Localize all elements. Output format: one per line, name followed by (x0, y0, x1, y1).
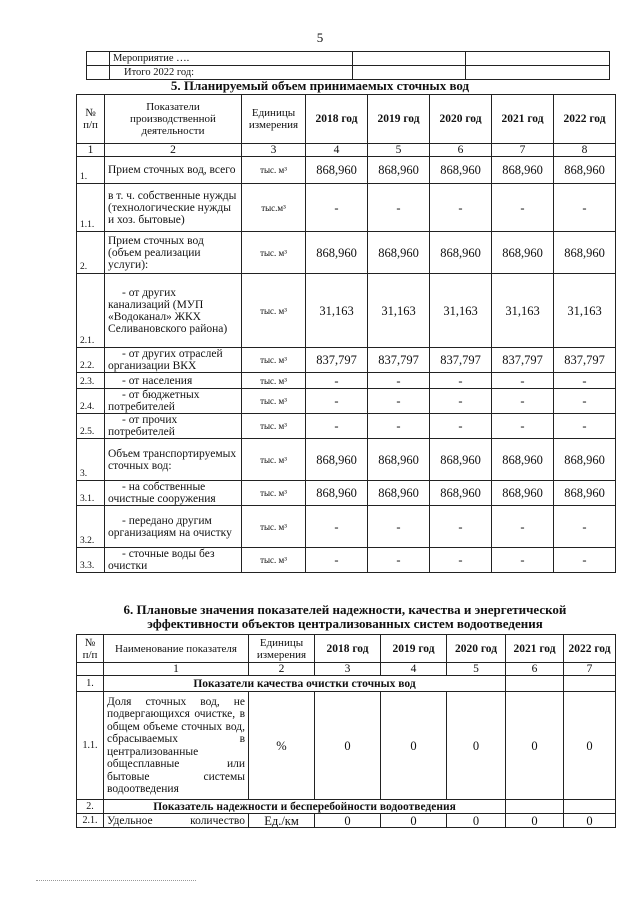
row-value: - (492, 389, 554, 414)
row-num: 2.2. (77, 348, 105, 373)
group-num: 2. (77, 800, 104, 814)
header-year: 2018 год (315, 635, 381, 663)
total-label: Итого 2022 год: (110, 66, 353, 80)
row-value: 868,960 (368, 439, 430, 481)
row-name: - от других канализаций (МУП «Водоканал» ЖКХ Селивановского района) (105, 274, 242, 348)
row-value: - (368, 373, 430, 389)
row-unit: тыс.м³ (242, 184, 306, 232)
row-value: - (492, 184, 554, 232)
row-value: 0 (506, 692, 564, 800)
row-value: 868,960 (554, 481, 616, 506)
header-year: 2018 год (306, 95, 368, 144)
row-name: - от прочих потребителей (105, 414, 242, 439)
group-title: Показатели качества очистки сточных вод (104, 676, 506, 692)
row-num: 2.3. (77, 373, 105, 389)
row-value: 868,960 (368, 481, 430, 506)
header-year: 2021 год (506, 635, 564, 663)
header-unit: Единицы измерения (249, 635, 315, 663)
scan-noise (36, 880, 196, 885)
row-unit: тыс. м³ (242, 548, 306, 573)
row-value: - (306, 506, 368, 548)
index-row: 1 2 3 4 5 6 7 (77, 663, 616, 676)
table-row (77, 232, 616, 274)
row-unit: тыс. м³ (242, 274, 306, 348)
row-value: 868,960 (306, 157, 368, 184)
section5-title: 5. Планируемый объем принимаемых сточных вод (170, 78, 470, 93)
row-value: - (306, 389, 368, 414)
row-value: - (554, 184, 616, 232)
row-value: - (430, 389, 492, 414)
row-value: 0 (381, 814, 447, 828)
table-row (77, 274, 616, 348)
row-value: 31,163 (492, 274, 554, 348)
row-value: - (430, 506, 492, 548)
row-value: 837,797 (430, 348, 492, 373)
group-row (77, 676, 616, 692)
row-value: - (368, 506, 430, 548)
row-value: 837,797 (492, 348, 554, 373)
row-value: 0 (447, 692, 506, 800)
row-num: 2.1. (77, 274, 105, 348)
row-value: 868,960 (306, 481, 368, 506)
row-value: 868,960 (492, 481, 554, 506)
row-value: 868,960 (368, 232, 430, 274)
group-title: Показатель надежности и бесперебойности водоотведения (104, 800, 506, 814)
row-num: 1. (77, 157, 105, 184)
table-row (77, 506, 616, 548)
table-row (77, 692, 616, 800)
row-value: 31,163 (430, 274, 492, 348)
row-num: 2.1. (77, 814, 104, 828)
table-row (77, 548, 616, 573)
row-name: - передано другим организациям на очистку (105, 506, 242, 548)
row-num: 1.1. (77, 692, 104, 800)
row-value: - (492, 548, 554, 573)
row-unit: % (249, 692, 315, 800)
row-name: - от бюджетных потребителей (105, 389, 242, 414)
row-value: 0 (381, 692, 447, 800)
row-name: - от других отраслей организации ВКХ (105, 348, 242, 373)
row-value: - (306, 373, 368, 389)
row-unit: тыс. м³ (242, 481, 306, 506)
row-unit: тыс. м³ (242, 373, 306, 389)
table-header-row (77, 95, 616, 144)
row-name: Прием сточных вод (объем реализации услуги): (105, 232, 242, 274)
row-value: - (554, 506, 616, 548)
table-row (77, 373, 616, 389)
row-name: Объем транспортируемых сточных вод: (105, 439, 242, 481)
row-name: Доля сточных вод, не подвергающихся очистке, в общем объеме сточных вод, сбрасываемых в централизованные общесплавные или бытовые системы водоотведения (104, 692, 249, 800)
reliability-indicators-table (76, 634, 616, 828)
row-num: 2. (77, 232, 105, 274)
row-name: - сточные воды без очистки (105, 548, 242, 573)
table-row (77, 414, 616, 439)
row-value: 868,960 (306, 232, 368, 274)
header-year: 2019 год (381, 635, 447, 663)
row-num: 2.5. (77, 414, 105, 439)
row-unit: тыс. м³ (242, 439, 306, 481)
row-value: 31,163 (554, 274, 616, 348)
header-year: 2022 год (564, 635, 616, 663)
index-row: 1 2 3 4 5 6 7 8 (77, 144, 616, 157)
row-num: 3.3. (77, 548, 105, 573)
row-num: 2.4. (77, 389, 105, 414)
row-unit: тыс. м³ (242, 389, 306, 414)
header-indicator: Показатели производственной деятельности (105, 95, 242, 144)
row-value: - (368, 184, 430, 232)
header-num: № п/п (77, 95, 105, 144)
header-indicator: Наименование показателя (104, 635, 249, 663)
header-year: 2020 год (447, 635, 506, 663)
row-value: 837,797 (368, 348, 430, 373)
row-value: - (554, 389, 616, 414)
row-name: Прием сточных вод, всего (105, 157, 242, 184)
row-value: 0 (506, 814, 564, 828)
row-value: - (306, 414, 368, 439)
row-value: 868,960 (492, 157, 554, 184)
row-value: 0 (564, 814, 616, 828)
row-unit: тыс. м³ (242, 348, 306, 373)
header-unit: Единицы измерения (242, 95, 306, 144)
table-row (77, 814, 616, 828)
row-unit: тыс. м³ (242, 506, 306, 548)
row-num: 3. (77, 439, 105, 481)
row-name: Удельное количество (104, 814, 249, 828)
row-value: - (554, 414, 616, 439)
wastewater-volume-table (76, 94, 616, 573)
row-value: - (368, 548, 430, 573)
row-value: 868,960 (430, 439, 492, 481)
row-value: 0 (564, 692, 616, 800)
row-value: - (430, 373, 492, 389)
row-name: - на собственные очистные сооружения (105, 481, 242, 506)
row-value: 868,960 (430, 157, 492, 184)
header-num: № п/п (77, 635, 104, 663)
row-value: 31,163 (368, 274, 430, 348)
row-value: 0 (447, 814, 506, 828)
activity-label: Мероприятие …. (110, 52, 353, 66)
header-year: 2021 год (492, 95, 554, 144)
row-value: 868,960 (554, 157, 616, 184)
table-row (77, 184, 616, 232)
table-header-row (77, 635, 616, 663)
row-value: - (430, 548, 492, 573)
row-name: в т. ч. собственные нужды (технологические нужды и хоз. бытовые) (105, 184, 242, 232)
row-unit: тыс. м³ (242, 157, 306, 184)
row-name: - от населения (105, 373, 242, 389)
row-value: 837,797 (554, 348, 616, 373)
row-value: - (492, 373, 554, 389)
row-value: - (368, 414, 430, 439)
header-year: 2022 год (554, 95, 616, 144)
row-num: 3.1. (77, 481, 105, 506)
table-row (77, 439, 616, 481)
header-year: 2019 год (368, 95, 430, 144)
row-value: - (492, 414, 554, 439)
row-value: 868,960 (430, 481, 492, 506)
row-value: - (368, 389, 430, 414)
header-year: 2020 год (430, 95, 492, 144)
row-value: 868,960 (492, 232, 554, 274)
row-value: 0 (315, 692, 381, 800)
row-value: 31,163 (306, 274, 368, 348)
row-value: 0 (315, 814, 381, 828)
row-value: - (306, 184, 368, 232)
row-value: - (492, 506, 554, 548)
row-value: - (430, 184, 492, 232)
row-num: 3.2. (77, 506, 105, 548)
group-num: 1. (77, 676, 104, 692)
group-row (77, 800, 616, 814)
row-value: - (306, 548, 368, 573)
table-row (77, 348, 616, 373)
row-value: 868,960 (306, 439, 368, 481)
row-value: 868,960 (554, 439, 616, 481)
row-unit: Ед./км (249, 814, 315, 828)
row-value: 837,797 (306, 348, 368, 373)
top-table (86, 51, 610, 80)
row-value: 868,960 (554, 232, 616, 274)
row-unit: тыс. м³ (242, 414, 306, 439)
row-value: - (554, 548, 616, 573)
section6-title: 6. Плановые значения показателей надежности, качества и энергетической эффективности объектов централизованных систем водоотведения (123, 602, 567, 631)
row-value: 868,960 (430, 232, 492, 274)
row-value: - (554, 373, 616, 389)
row-num: 1.1. (77, 184, 105, 232)
row-value: 868,960 (492, 439, 554, 481)
page-number: 5 (316, 30, 324, 45)
table-row (77, 389, 616, 414)
row-value: 868,960 (368, 157, 430, 184)
table-row (77, 157, 616, 184)
row-value: - (430, 414, 492, 439)
table-row (77, 481, 616, 506)
row-unit: тыс. м³ (242, 232, 306, 274)
